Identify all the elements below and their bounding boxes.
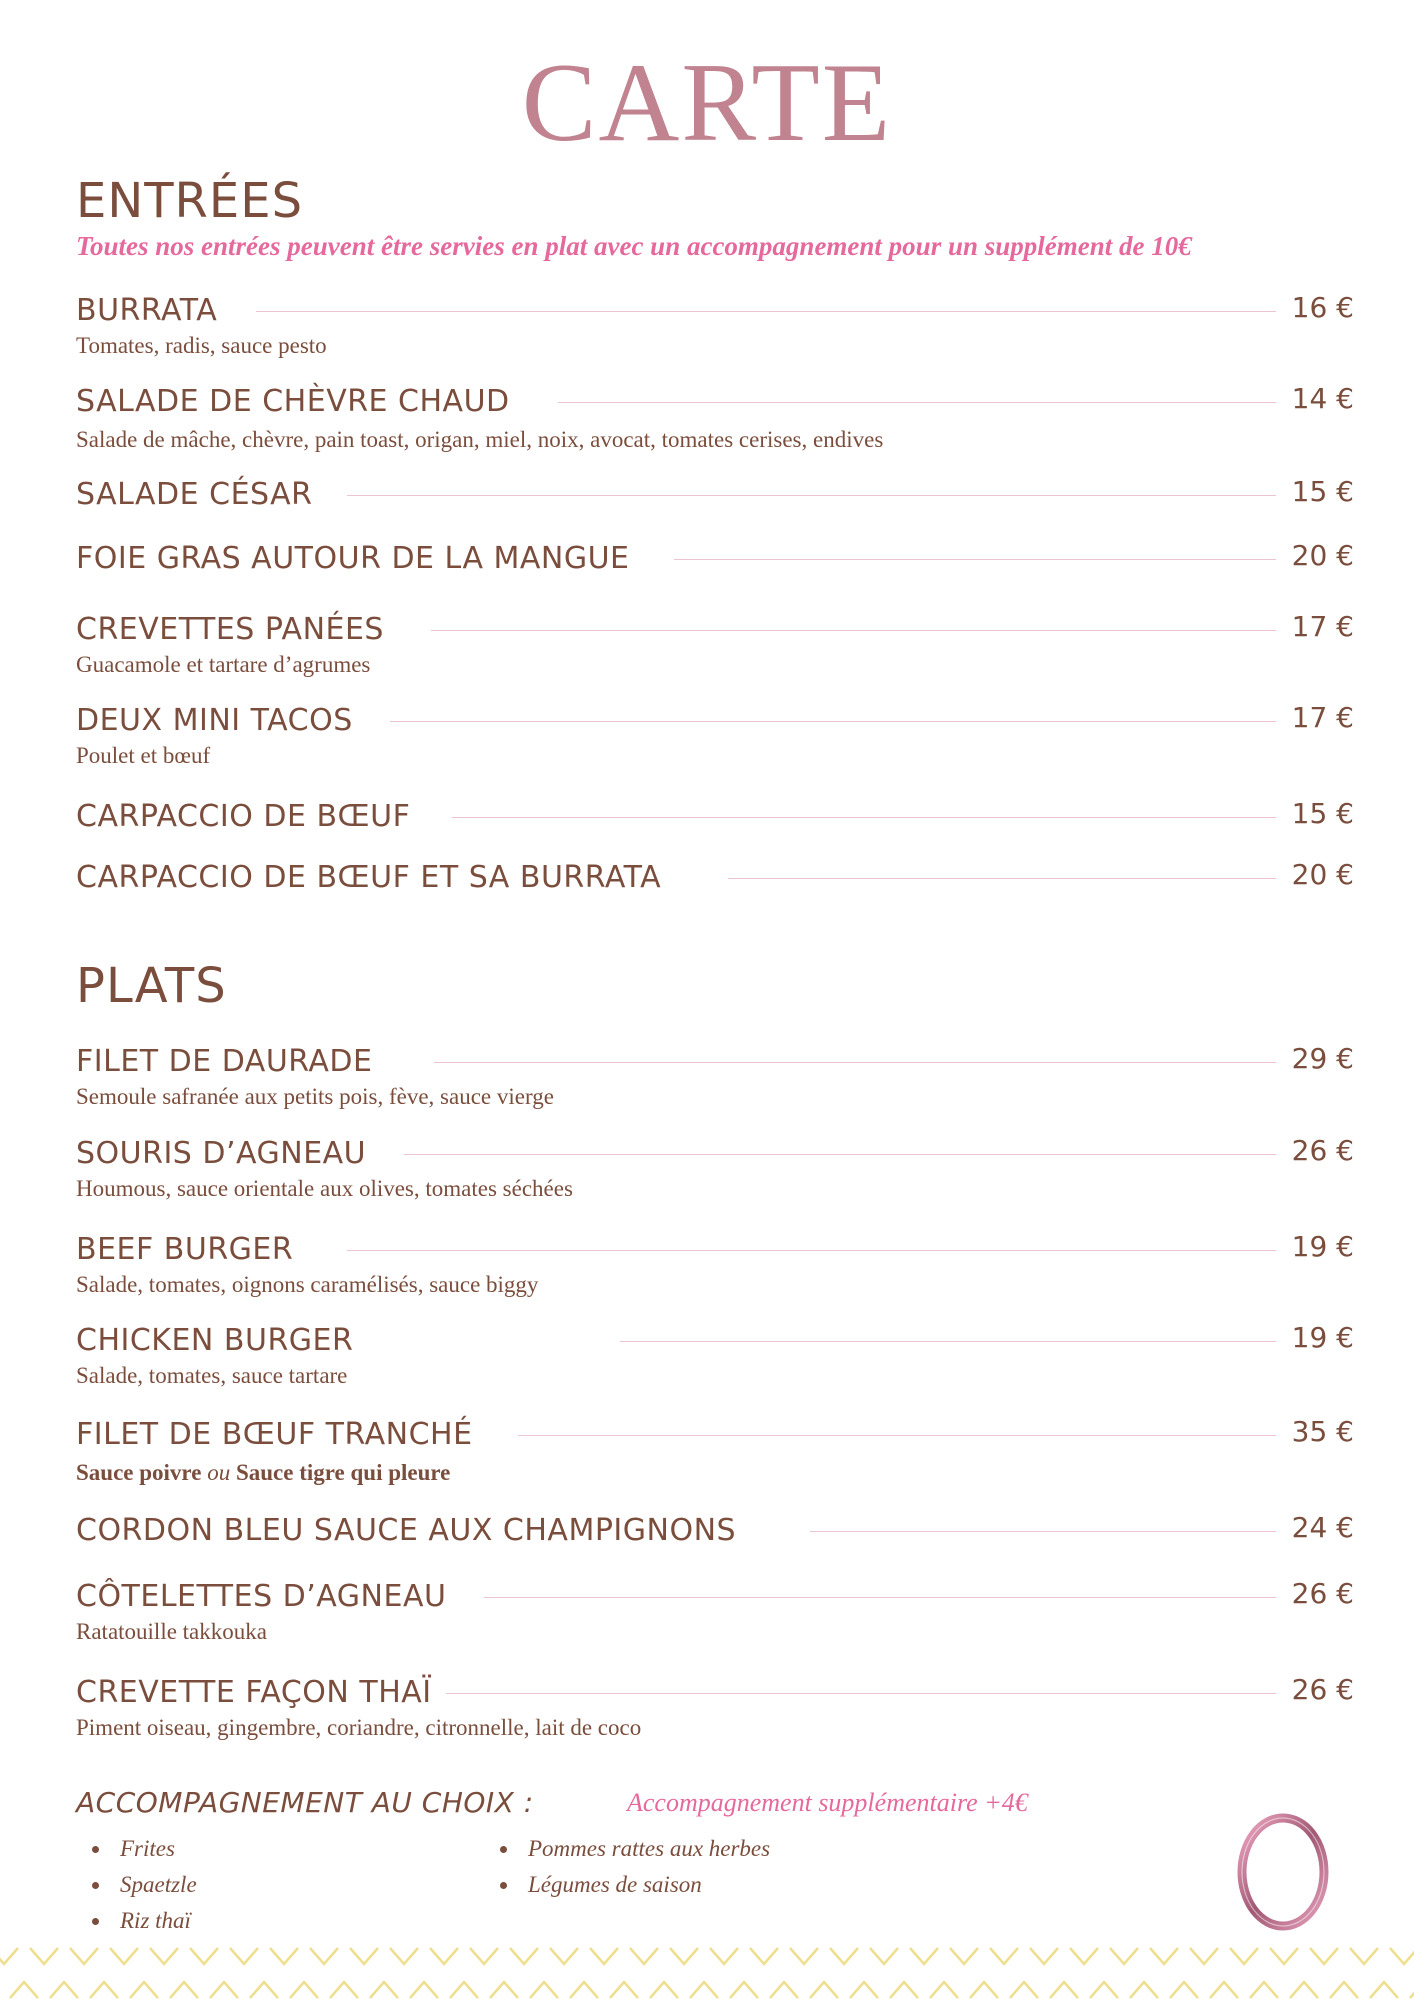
item-description: Guacamole et tartare d’agrumes xyxy=(76,652,371,677)
menu-item xyxy=(76,291,1354,361)
accompagnement-title: ACCOMPAGNEMENT AU CHOIX : xyxy=(76,1786,534,1819)
dotted-leader xyxy=(620,1341,1276,1342)
menu-item xyxy=(76,797,1354,837)
item-name: FILET DE BŒUF TRANCHÉ xyxy=(76,1417,473,1452)
item-price: 29 € xyxy=(1291,1042,1354,1075)
item-price: 26 € xyxy=(1291,1673,1354,1706)
item-name: CARPACCIO DE BŒUF ET SA BURRATA xyxy=(76,860,662,895)
item-price: 26 € xyxy=(1291,1577,1354,1610)
dotted-leader xyxy=(484,1597,1276,1598)
item-price: 26 € xyxy=(1291,1134,1354,1167)
dotted-leader xyxy=(434,1062,1276,1063)
item-name: SALADE DE CHÈVRE CHAUD xyxy=(76,384,510,419)
menu-title: CARTE xyxy=(521,41,893,165)
menu-item xyxy=(76,610,1354,680)
item-name: SALADE CÉSAR xyxy=(76,477,313,512)
menu-item xyxy=(76,858,1354,898)
item-description: Tomates, radis, sauce pesto xyxy=(76,333,327,358)
item-price: 17 € xyxy=(1291,610,1354,643)
dotted-leader xyxy=(446,1693,1276,1694)
dotted-leader xyxy=(256,311,1276,312)
list-item: Légumes de saison xyxy=(484,1867,770,1903)
item-price: 16 € xyxy=(1291,291,1354,324)
plats-section-title: PLATS xyxy=(76,958,227,1014)
o-monogram-logo-icon xyxy=(1228,1800,1338,1940)
item-name: CREVETTE FAÇON THAÏ xyxy=(76,1675,432,1710)
menu-item xyxy=(76,1230,1354,1300)
dotted-leader xyxy=(452,817,1276,818)
item-price: 20 € xyxy=(1291,539,1354,572)
list-item: Spaetzle xyxy=(76,1867,197,1903)
item-name: BURRATA xyxy=(76,293,218,328)
accompagnement-extra-note: Accompagnement supplémentaire +4€ xyxy=(627,1788,1028,1817)
menu-item xyxy=(76,1511,1354,1551)
menu-item xyxy=(76,701,1354,771)
dotted-leader xyxy=(674,559,1276,560)
menu-item xyxy=(76,1321,1354,1391)
dotted-leader xyxy=(347,495,1276,496)
item-price: 14 € xyxy=(1291,382,1354,415)
dotted-leader xyxy=(558,402,1276,403)
item-name: CORDON BLEU SAUCE AUX CHAMPIGNONS xyxy=(76,1513,737,1548)
item-description: Salade de mâche, chèvre, pain toast, origan, miel, noix, avocat, tomates cerises, endives xyxy=(76,427,884,452)
menu-item xyxy=(76,382,1354,455)
item-price: 35 € xyxy=(1291,1415,1354,1448)
sauce-option: Sauce tigre qui pleure xyxy=(235,1460,451,1485)
dotted-leader xyxy=(810,1531,1276,1532)
item-name: DEUX MINI TACOS xyxy=(76,703,353,738)
item-price: 20 € xyxy=(1291,858,1354,891)
list-item: Frites xyxy=(76,1831,197,1867)
menu-item xyxy=(76,1134,1354,1204)
item-price: 19 € xyxy=(1291,1321,1354,1354)
item-description: Semoule safranée aux petits pois, fève, sauce vierge xyxy=(76,1084,554,1109)
item-price: 15 € xyxy=(1291,475,1354,508)
item-name: CREVETTES PANÉES xyxy=(76,612,384,647)
menu-item xyxy=(76,1577,1354,1647)
accompagnement-list-left xyxy=(76,1831,197,1939)
dotted-leader xyxy=(518,1435,1276,1436)
item-name: BEEF BURGER xyxy=(76,1232,294,1267)
menu-item xyxy=(76,1415,1354,1488)
dotted-leader xyxy=(404,1154,1276,1155)
item-name: CHICKEN BURGER xyxy=(76,1323,354,1358)
entrees-section-title: ENTRÉES xyxy=(76,173,304,229)
item-price: 17 € xyxy=(1291,701,1354,734)
item-price: 19 € xyxy=(1291,1230,1354,1263)
sauce-or: ou xyxy=(207,1460,231,1485)
item-name: SOURIS D’AGNEAU xyxy=(76,1136,367,1171)
menu-item xyxy=(76,475,1354,515)
entrees-note: Toutes nos entrées peuvent être servies en plat avec un accompagnement pour un supplément de 10€ xyxy=(76,231,1192,261)
item-sauce-options xyxy=(76,1458,1354,1488)
item-description: Salade, tomates, oignons caramélisés, sauce biggy xyxy=(76,1272,539,1297)
item-name: FOIE GRAS AUTOUR DE LA MANGUE xyxy=(76,541,630,576)
item-name: FILET DE DAURADE xyxy=(76,1044,373,1079)
menu-item xyxy=(76,1673,1354,1743)
dotted-leader xyxy=(347,1250,1276,1251)
list-item: Riz thaï xyxy=(76,1903,197,1939)
dotted-leader xyxy=(431,630,1276,631)
item-description: Ratatouille takkouka xyxy=(76,1619,267,1644)
item-name: CÔTELETTES D’AGNEAU xyxy=(76,1579,447,1614)
item-price: 24 € xyxy=(1291,1511,1354,1544)
dotted-leader xyxy=(728,878,1276,879)
item-description: Piment oiseau, gingembre, coriandre, citronnelle, lait de coco xyxy=(76,1715,642,1740)
item-name: CARPACCIO DE BŒUF xyxy=(76,799,411,834)
menu-item xyxy=(76,1042,1354,1112)
dotted-leader xyxy=(390,721,1276,722)
sauce-option: Sauce poivre xyxy=(76,1460,202,1485)
item-price: 15 € xyxy=(1291,797,1354,830)
accompagnement-list-right xyxy=(484,1831,770,1903)
list-item: Pommes rattes aux herbes xyxy=(484,1831,770,1867)
item-description: Salade, tomates, sauce tartare xyxy=(76,1363,348,1388)
item-description: Houmous, sauce orientale aux olives, tomates séchées xyxy=(76,1176,573,1201)
zigzag-pattern-decoration xyxy=(0,1946,1414,2000)
menu-item xyxy=(76,539,1354,579)
item-description: Poulet et bœuf xyxy=(76,743,211,768)
